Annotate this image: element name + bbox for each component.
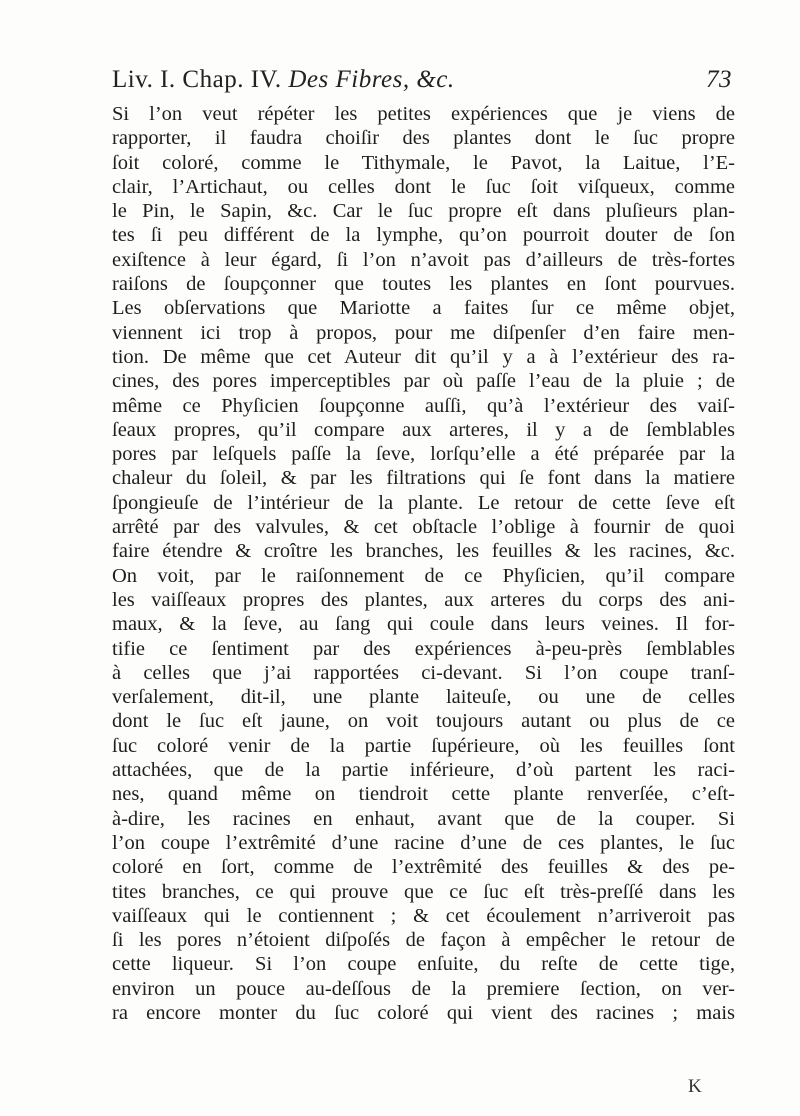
text-line: pores par leſquels paſſe la ſeve, lorſqu’elle a été préparée par la: [112, 443, 735, 466]
text-line: viennent ici trop à propos, pour me diſpenſer d’en faire men-: [112, 321, 735, 344]
text-line: vaiſſeaux qui le contiennent ; & cet écoulement n’arriveroit pas: [112, 904, 735, 927]
text-line: dont le ſuc eſt jaune, on voit toujours autant ou plus de ce: [112, 710, 735, 733]
text-line: maux, & la ſeve, au ſang qui coule dans leurs veines. Il for-: [112, 613, 735, 636]
text-line: ra encore monter du ſuc coloré qui vient des racines ; mais: [112, 1001, 735, 1024]
text-line: ſi les pores n’étoient diſpoſés de façon à empêcher le retour de: [112, 929, 735, 952]
running-head-title: Des Fibres, &c.: [288, 66, 455, 93]
text-line: ſoit coloré, comme le Tithymale, le Pavot, la Laitue, l’E-: [112, 151, 735, 174]
text-line: exiſtence à leur égard, ſi l’on n’avoit pas d’ailleurs de très-fortes: [112, 248, 735, 271]
signature-mark: K: [688, 1076, 702, 1097]
running-head: [112, 66, 455, 94]
text-line: clair, l’Artichaut, ou celles dont le ſuc ſoit viſqueux, comme: [112, 175, 735, 198]
running-head-chapter: Liv. I. Chap. IV.: [112, 66, 282, 93]
text-line: ſpongieuſe de l’intérieur de la plante. Le retour de cette ſeve eſt: [112, 491, 735, 514]
text-line: coloré en ſort, comme de l’extrêmité des feuilles & des pe-: [112, 856, 735, 879]
text-line: Les obſervations que Mariotte a faites ſur ce même objet,: [112, 297, 735, 320]
text-line: cines, des pores imperceptibles par où paſſe l’eau de la pluie ; de: [112, 370, 735, 393]
text-line: ſuc coloré venir de la partie ſupérieure, où les feuilles ſont: [112, 734, 735, 757]
text-line: verſalement, dit-il, une plante laiteuſe, ou une de celles: [112, 686, 735, 709]
text-line: faire étendre & croître les branches, les feuilles & les racines, &c.: [112, 540, 735, 563]
text-line: arrêté par des valvules, & cet obſtacle l’oblige à fournir de quoi: [112, 516, 735, 539]
text-line: raiſons de ſoupçonner que toutes les plantes en ſont pourvues.: [112, 273, 735, 296]
text-line: tites branches, ce qui prouve que ce ſuc eſt très-preſſé dans les: [112, 880, 735, 903]
text-line: nes, quand même on tiendroit cette plante renverſée, c’eſt-: [112, 783, 735, 806]
running-header: [112, 66, 732, 100]
text-line: à celles que j’ai rapportées ci-devant. Si l’on coupe tranſ-: [112, 661, 735, 684]
body-text: [112, 102, 735, 1025]
text-line: tion. De même que cet Auteur dit qu’il y a à l’extérieur des ra-: [112, 345, 735, 368]
text-line: cette liqueur. Si l’on coupe enſuite, du reſte de cette tige,: [112, 953, 735, 976]
text-line: chaleur du ſoleil, & par les filtrations qui ſe font dans la matiere: [112, 467, 735, 490]
text-line: environ un pouce au-deſſous de la premiere ſection, on ver-: [112, 977, 735, 1000]
text-line: même ce Phyſicien ſoupçonne auſſi, qu’à l’extérieur des vaiſ-: [112, 394, 735, 417]
text-line: les vaiſſeaux propres des plantes, aux arteres du corps des ani-: [112, 588, 735, 611]
text-line: On voit, par le raiſonnement de ce Phyſicien, qu’il compare: [112, 564, 735, 587]
page-number: 73: [706, 66, 732, 93]
text-line: l’on coupe l’extrêmité d’une racine d’une de ces plantes, le ſuc: [112, 831, 735, 854]
text-line: le Pin, le Sapin, &c. Car le ſuc propre eſt dans pluſieurs plan-: [112, 200, 735, 223]
text-line: rapporter, il faudra choiſir des plantes dont le ſuc propre: [112, 127, 735, 150]
text-line: tifie ce ſentiment par des expériences à-peu-près ſemblables: [112, 637, 735, 660]
text-line: ſeaux propres, qu’il compare aux arteres, il y a de ſemblables: [112, 418, 735, 441]
text-line: tes ſi peu différent de la lymphe, qu’on pourroit douter de ſon: [112, 224, 735, 247]
text-line: à-dire, les racines en enhaut, avant que de la couper. Si: [112, 807, 735, 830]
text-line: Si l’on veut répéter les petites expériences que je viens de: [112, 103, 735, 125]
text-line: attachées, que de la partie inférieure, d’où partent les raci-: [112, 759, 735, 782]
